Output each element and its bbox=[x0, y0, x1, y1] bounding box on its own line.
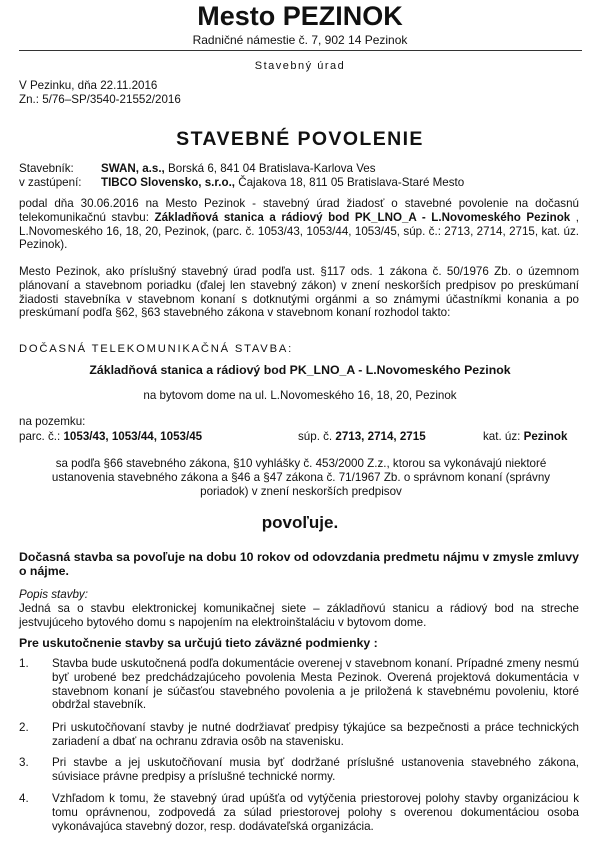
legal-basis: sa podľa §66 stavebného zákona, §10 vyhlášky č. 453/2000 Z.z., ktorou sa vykonávajú niektoré ustanovenia stavebného zákona a §46 a §47 zákona č. 71/1967 Zb. o správnom konaní (správny poriadok) v znení neskorších predpisov bbox=[51, 457, 551, 498]
decision-basis-paragraph bbox=[19, 265, 579, 320]
municipality-title: Mesto PEZINOK bbox=[197, 1, 403, 31]
cadastral-value: Pezinok bbox=[523, 430, 568, 443]
plot-label: na pozemku: bbox=[19, 415, 86, 428]
condition-number: 1. bbox=[19, 657, 29, 670]
header-divider bbox=[19, 50, 582, 51]
description-label: Popis stavby: bbox=[19, 588, 88, 601]
cadastral-label: kat. úz: bbox=[483, 430, 521, 443]
builder-name: SWAN, a.s., bbox=[101, 162, 165, 175]
agent-line bbox=[101, 176, 464, 190]
condition-text: Pri uskutočňovaní stavby je nutné dodržiavať predpisy týkajúce sa bezpečnosti a práce technických zariadení a dbať na ochranu zdravia osôb na stavenisku. bbox=[52, 721, 579, 748]
cadastral-line bbox=[483, 430, 567, 444]
permit-term: Dočasná stavba sa povoľuje na dobu 10 rokov od odovzdania predmetu nájmu v zmysle zmluvy o nájme. bbox=[19, 550, 579, 579]
condition-number: 2. bbox=[19, 721, 29, 734]
application-text-c: , L.Novomeského 16, 18, 20, Pezinok, (parc. č. 1053/43, 1053/44, 1053/45, súp. č.: 2713, 2714, 2715, kat. úz. Pezinok). bbox=[19, 210, 580, 252]
construction-section-label: DOČASNÁ TELEKOMUNIKAČNÁ STAVBA: bbox=[19, 343, 294, 355]
builder-line bbox=[101, 162, 376, 176]
document-title: STAVEBNÉ POVOLENIE bbox=[176, 128, 424, 150]
conditions-title: Pre uskutočnenie stavby sa určujú tieto záväzné podmienky : bbox=[19, 636, 378, 650]
condition-number: 4. bbox=[19, 792, 29, 805]
decision-basis-text: Mesto Pezinok, ako príslušný stavebný úrad podľa ust. §117 ods. 1 zákona č. 50/1976 Zb. o územnom plánovaní a stavebnom poriadku (ďalej len stavebný zákon) v znení neskorších predpisov po preskúmaní žiadosti stavebníka v stavebnom konaní s dotknutými orgánmi a so známymi účastníkmi konania a po preskúmaní podľa §62, §63 stavebného zákona v stavebnom konaní rozhodol takto: bbox=[19, 265, 579, 320]
application-text-a: podal dňa 30.06.2016 na Mesto Pezinok - stavebný úrad žiadosť o stavebné povolenie na dočasnú telekomunikačnú stavbu: bbox=[19, 197, 579, 224]
condition-text: Pri stavbe a jej uskutočňovaní musia byť dodržané príslušné ustanovenia stavebného zákona, súvisiace právne predpisy a príslušné technické normy. bbox=[52, 756, 579, 783]
agent-name: TIBCO Slovensko, s.r.o., bbox=[101, 176, 236, 189]
office-name: Stavebný úrad bbox=[254, 60, 346, 72]
agent-address: Čajakova 18, 811 05 Bratislava-Staré Mesto bbox=[235, 176, 465, 189]
construction-name: Základňová stanica a rádiový bod PK_LNO_A - L.Novomeského Pezinok bbox=[89, 363, 511, 377]
municipality-address: Radničné námestie č. 7, 902 14 Pezinok bbox=[192, 33, 408, 47]
reference-number: Zn.: 5/76–SP/3540-21552/2016 bbox=[19, 93, 181, 106]
agent-label: v zastúpení: bbox=[19, 176, 82, 189]
registry-label: súp. č. bbox=[298, 430, 333, 443]
description-text: Jedná sa o stavbu elektronickej komunikačnej siete – základňovú stanicu a rádiový bod na streche jestvujúceho bytového domu s napojením na elektroinštaláciu v bytovom dome. bbox=[19, 602, 579, 629]
condition-number: 3. bbox=[19, 756, 29, 769]
condition-text: Stavba bude uskutočnená podľa dokumentácie overenej v stavebnom konaní. Prípadné zmeny nesmú byť urobené bez predchádzajúceho povolenia Mesta Pezinok. Overená projektová dokumentácia v stavebnom konaní je súčasťou stavebného povolenia a je priložená k stavebnému povoleniu, ktoré obdržal stavebník. bbox=[52, 657, 579, 712]
application-paragraph bbox=[19, 197, 579, 252]
builder-label: Stavebník: bbox=[19, 162, 74, 175]
condition-text: Vzhľadom k tomu, že stavebný úrad upúšťa od vytýčenia priestorovej polohy stavby organizáciou k tomu oprávnenou, zodpovedá za súlad priestorovej polohy s overenou dokumentáciou osoba vykonávajúca stavebný dozor, resp. dodávateľská organizácia. bbox=[52, 792, 579, 833]
decision-verb: povoľuje. bbox=[261, 513, 339, 532]
registry-line bbox=[298, 430, 426, 444]
registry-value: 2713, 2714, 2715 bbox=[335, 430, 426, 443]
parcel-line bbox=[19, 430, 202, 444]
application-construction-name: Základňová stanica a rádiový bod PK_LNO_A - L.Novomeského Pezinok bbox=[154, 210, 571, 224]
parcel-label: parc. č.: bbox=[19, 430, 61, 443]
parcel-value: 1053/43, 1053/44, 1053/45 bbox=[63, 430, 203, 443]
place-date: V Pezinku, dňa 22.11.2016 bbox=[19, 79, 158, 92]
builder-address: Borská 6, 841 04 Bratislava-Karlova Ves bbox=[164, 162, 376, 175]
construction-location: na bytovom dome na ul. L.Novomeského 16, 18, 20, Pezinok bbox=[143, 389, 457, 402]
